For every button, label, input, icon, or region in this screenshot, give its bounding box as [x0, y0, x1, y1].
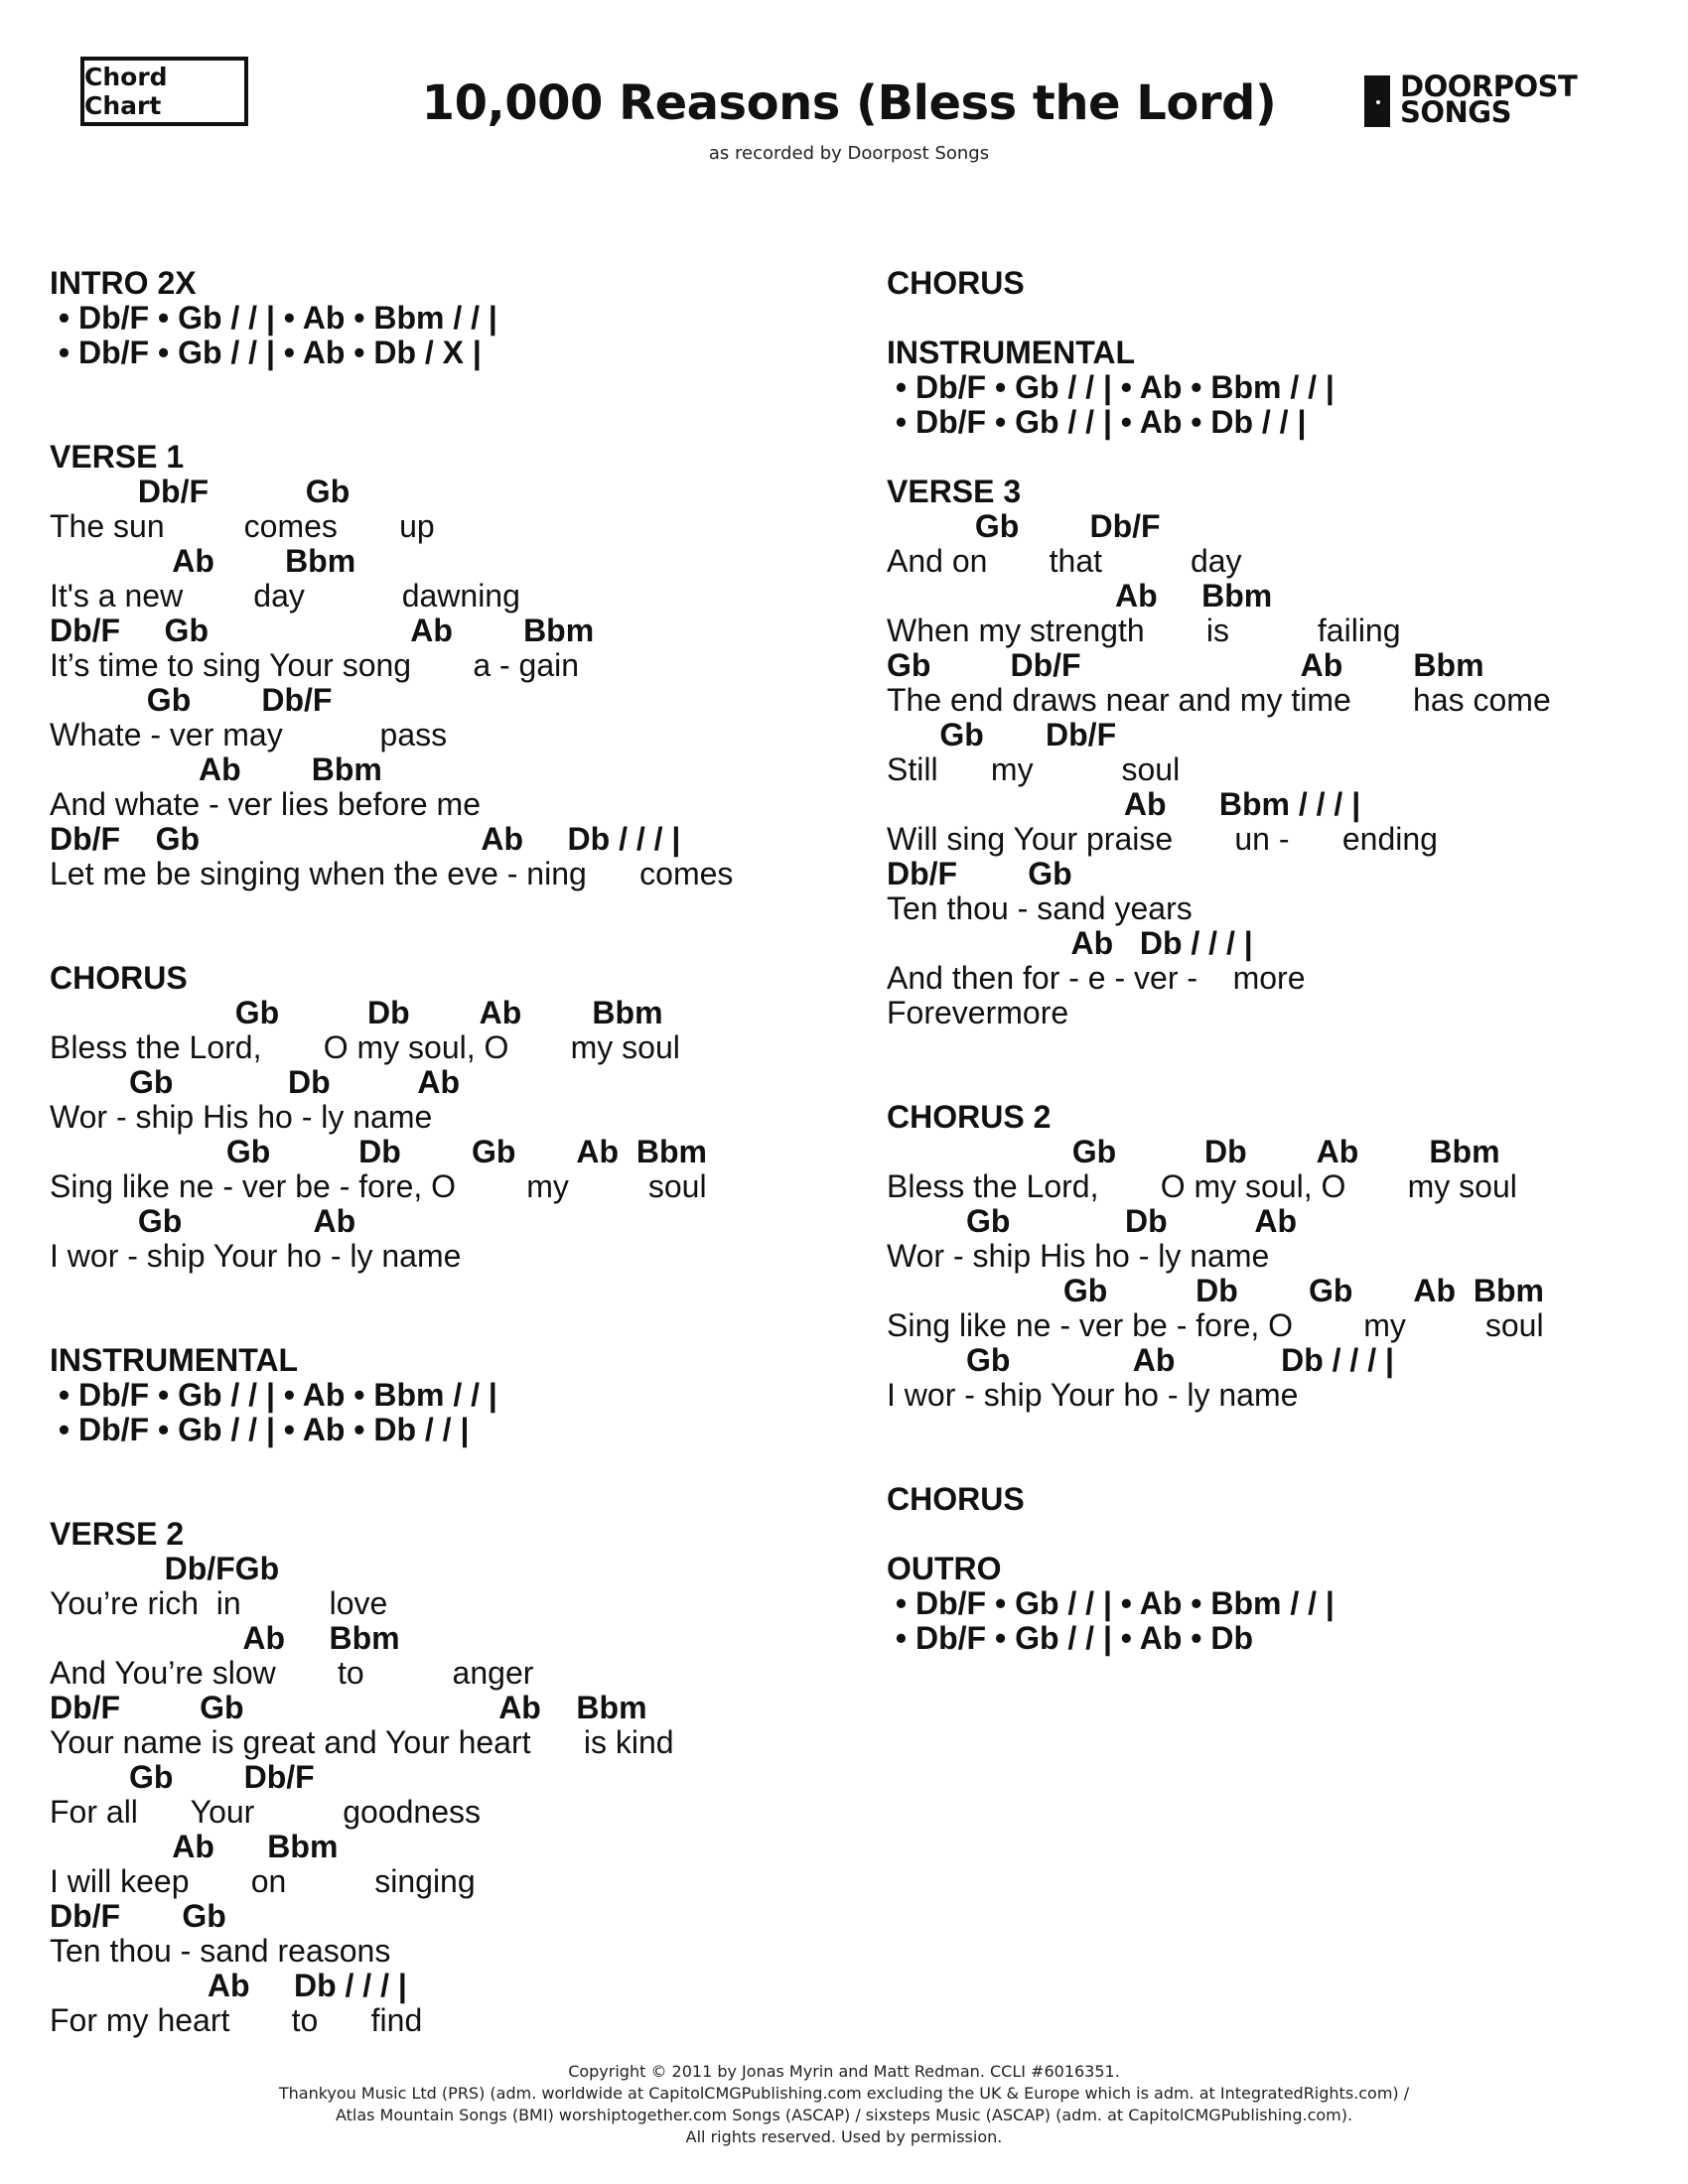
section-title: CHORUS 2: [887, 1099, 1052, 1135]
outro-line-1: • Db/F • Gb / / | • Ab • Bbm / / |: [887, 1585, 1335, 1621]
chord-line: Db/F Gb Ab Bbm: [50, 1690, 647, 1725]
chord-line: Ab Bbm: [50, 1620, 400, 1656]
chord-line: Gb Db Ab: [887, 1203, 1298, 1239]
chord-line: Gb Db/F: [50, 682, 333, 718]
lyric-line: When my strength is failing: [887, 613, 1401, 648]
logo-text: [1400, 69, 1578, 129]
lyric-line: Ten thou - sand years: [887, 890, 1193, 926]
doorpost-songs-logo: [1362, 69, 1591, 129]
chord-line: Gb Db/F Ab Bbm: [887, 647, 1484, 683]
lyric-line: I will keep on singing: [50, 1863, 476, 1899]
section-title: VERSE 2: [50, 1516, 185, 1552]
chord-line: Db/F Gb: [50, 474, 351, 509]
section-instrumental: [50, 1343, 864, 1447]
lyric-line: Sing like ne - ver be - fore, O my soul: [887, 1307, 1544, 1343]
instrumental-line-1: • Db/F • Gb / / | • Ab • Bbm / / |: [887, 369, 1335, 405]
section-verse-3: [887, 475, 1688, 1030]
publisher-line: Thankyou Music Ltd (PRS) (adm. worldwide at CapitolCMGPublishing.com excluding the UK & Europe which is adm. at IntegratedRights.com) /: [278, 2084, 1410, 2103]
chord-line: Gb Db/F: [887, 717, 1117, 752]
chord-line: Ab Bbm: [50, 751, 382, 787]
lyric-line: I wor - ship Your ho - ly name: [887, 1377, 1299, 1413]
section-chorus: [50, 961, 864, 1274]
section-title: CHORUS: [887, 265, 1025, 301]
chord-line: Ab Bbm: [50, 1829, 339, 1864]
chord-line: Gb Db/F: [50, 1759, 315, 1795]
instrumental-line-2: • Db/F • Gb / / | • Ab • Db / / |: [50, 1412, 470, 1447]
chord-line: Gb Db Gb Ab Bbm: [50, 1134, 707, 1169]
instrumental-line-1: • Db/F • Gb / / | • Ab • Bbm / / |: [50, 1377, 497, 1413]
outro-line-2: • Db/F • Gb / / | • Ab • Db: [887, 1620, 1253, 1656]
lyric-line: I wor - ship Your ho - ly name: [50, 1238, 462, 1274]
section-chorus-ref: [887, 266, 1688, 301]
copyright-footer: [0, 2061, 1688, 2148]
lyric-line: Will sing Your praise un - ending: [887, 821, 1438, 857]
lyric-line: It’s time to sing Your song a - gain: [50, 647, 580, 683]
copyright-line: Copyright © 2011 by Jonas Myrin and Matt Redman. CCLI #6016351.: [568, 2062, 1120, 2081]
lyric-line: Sing like ne - ver be - fore, O my soul: [50, 1168, 707, 1204]
lyric-line: Whate - ver may pass: [50, 717, 448, 752]
song-title: 10,000 Reasons (Bless the Lord): [421, 75, 1277, 131]
section-title: VERSE 3: [887, 474, 1022, 509]
lyric-line: It's a new day dawning: [50, 578, 520, 614]
chord-line: Gb Db Ab: [50, 1064, 461, 1100]
chord-line: Ab Db / / / |: [50, 1968, 407, 2003]
lyric-line: Forevermore: [887, 995, 1069, 1030]
section-chorus-2: [887, 1100, 1688, 1413]
section-title: INTRO 2X: [50, 265, 197, 301]
section-title: CHORUS: [50, 960, 188, 996]
section-chorus-ref: [887, 1482, 1688, 1517]
lyric-line: And You’re slow to anger: [50, 1655, 534, 1691]
left-column: [50, 266, 864, 2038]
lyric-line: Wor - ship His ho - ly name: [50, 1099, 433, 1135]
chord-line: Gb Ab Db / / / |: [887, 1342, 1394, 1378]
chord-line: Db/FGb: [50, 1551, 280, 1586]
door-icon: [1362, 75, 1396, 127]
chord-line: Db/F Gb Ab Db / / / |: [50, 821, 681, 857]
section-title: INSTRUMENTAL: [887, 335, 1136, 370]
section-verse-1: [50, 440, 864, 891]
lyric-line: The end draws near and my time has come: [887, 682, 1551, 718]
chord-chart-badge: Chord Chart: [80, 57, 248, 126]
lyric-line: Wor - ship His ho - ly name: [887, 1238, 1270, 1274]
section-intro: [50, 266, 864, 370]
lyric-line: Let me be singing when the eve - ning comes: [50, 856, 734, 891]
chord-line: Gb Db Ab Bbm: [887, 1134, 1500, 1169]
lyric-line: Bless the Lord, O my soul, O my soul: [50, 1029, 680, 1065]
lyric-line: For my heart to find: [50, 2002, 423, 2038]
chord-line: Ab Bbm / / / |: [887, 786, 1361, 822]
chord-line: Db/F Gb: [50, 1898, 226, 1934]
section-title: OUTRO: [887, 1551, 1002, 1586]
lyric-line: And whate - ver lies before me: [50, 786, 481, 822]
chord-line: Ab Bbm: [887, 578, 1273, 614]
section-title: CHORUS: [887, 1481, 1025, 1517]
section-title: VERSE 1: [50, 439, 185, 475]
logo-line-1: DOORPOST: [1400, 69, 1578, 103]
section-instrumental: [887, 336, 1688, 440]
intro-line-2: • Db/F • Gb / / | • Ab • Db / X |: [50, 335, 482, 370]
lyric-line: The sun comes up: [50, 508, 435, 544]
intro-line-1: • Db/F • Gb / / | • Ab • Bbm / / |: [50, 300, 497, 336]
rights-line: All rights reserved. Used by permission.: [685, 2127, 1003, 2146]
section-outro: [887, 1552, 1688, 1656]
section-title: INSTRUMENTAL: [50, 1342, 299, 1378]
lyric-line: And then for - e - ver - more: [887, 960, 1306, 996]
instrumental-line-2: • Db/F • Gb / / | • Ab • Db / / |: [887, 404, 1307, 440]
section-verse-2: [50, 1517, 864, 2038]
chord-line: Gb Db Gb Ab Bbm: [887, 1273, 1544, 1308]
lyric-line: Your name is great and Your heart is kind: [50, 1724, 674, 1760]
publisher-line: Atlas Mountain Songs (BMI) worshiptogether.com Songs (ASCAP) / sixsteps Music (ASCAP) (adm. at CapitolCMGPublishing.com).: [335, 2106, 1353, 2124]
lyric-line: For all Your goodness: [50, 1794, 482, 1830]
lyric-line: Bless the Lord, O my soul, O my soul: [887, 1168, 1517, 1204]
chord-line: Gb Db Ab Bbm: [50, 995, 663, 1030]
song-subtitle: as recorded by Doorpost Songs: [708, 143, 990, 164]
chord-line: Ab Db / / / |: [887, 925, 1253, 961]
lyric-line: And on that day: [887, 543, 1242, 579]
lyric-line: Ten thou - sand reasons: [50, 1933, 391, 1969]
chord-line: Gb Db/F: [887, 508, 1161, 544]
chord-line: Gb Ab: [50, 1203, 356, 1239]
chord-line: Ab Bbm: [50, 543, 356, 579]
chord-line: Db/F Gb Ab Bbm: [50, 613, 595, 648]
lyric-line: Still my soul: [887, 751, 1181, 787]
right-column: [887, 266, 1688, 1656]
logo-line-2: SONGS: [1400, 95, 1511, 129]
lyric-line: You’re rich in love: [50, 1585, 388, 1621]
chord-line: Db/F Gb: [887, 856, 1072, 891]
